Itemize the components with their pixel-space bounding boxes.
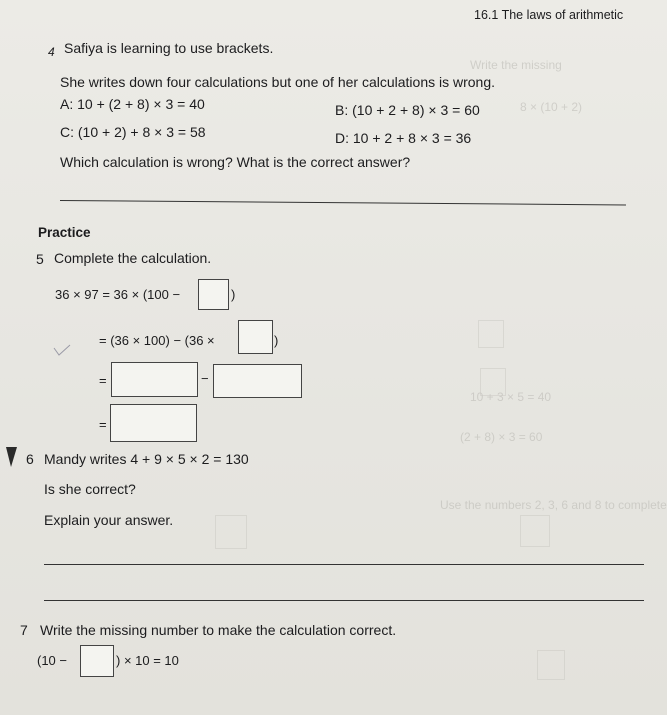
show-through-box: [215, 515, 247, 549]
show-through-box: [520, 515, 550, 547]
q5-row3-equals: =: [99, 373, 107, 388]
q7-prompt: Write the missing number to make the calculation correct.: [40, 622, 397, 638]
question-number: 5: [36, 251, 44, 267]
q6-question-explain: Explain your answer.: [44, 512, 174, 528]
q5-answer-box-4[interactable]: [110, 404, 197, 442]
q7-expression-right: ) × 10 = 10: [116, 653, 179, 668]
q5-row2-right: ): [274, 333, 279, 348]
q5-prompt: Complete the calculation.: [54, 250, 212, 266]
show-through-box: [478, 320, 504, 348]
q5-row1-left: 36 × 97 = 36 × (100 −: [55, 287, 181, 302]
q5-answer-box-2[interactable]: [238, 320, 273, 354]
show-through-text: 8 × (10 + 2): [520, 100, 583, 114]
show-through-text: Write the missing: [470, 58, 562, 72]
q4-intro-line-2: She writes down four calculations but one of her calculations is wrong.: [60, 74, 496, 90]
q5-row1-right: ): [231, 287, 236, 302]
q5-answer-box-1[interactable]: [198, 279, 229, 310]
show-through-text: 10 + 3 × 5 = 40: [470, 390, 552, 404]
q4-calc-c: C: (10 + 2) + 8 × 3 = 58: [60, 124, 206, 140]
question-number: 6: [26, 451, 34, 467]
show-through-text: (2 + 8) × 3 = 60: [460, 430, 543, 444]
q4-calc-a: A: 10 + (2 + 8) × 3 = 40: [60, 96, 205, 112]
q4-intro-line-1: Safiya is learning to use brackets.: [64, 40, 274, 56]
q5-row4-equals: =: [99, 417, 107, 432]
q4-question: Which calculation is wrong? What is the correct answer?: [60, 154, 411, 170]
q6-answer-line-1[interactable]: [44, 564, 644, 565]
show-through-box: [537, 650, 565, 680]
show-through-text: Use the numbers 2, 3, 6 and 8 to complete: [440, 498, 667, 512]
q5-answer-box-3a[interactable]: [111, 362, 198, 397]
q7-answer-box[interactable]: [80, 645, 114, 677]
practice-heading: Practice: [38, 225, 91, 240]
q4-calc-d: D: 10 + 2 + 8 × 3 = 36: [335, 130, 472, 146]
q6-prompt: Mandy writes 4 + 9 × 5 × 2 = 130: [44, 451, 249, 467]
q5-row3-minus: −: [201, 371, 209, 386]
q5-row2-left: = (36 × 100) − (36 ×: [99, 333, 215, 348]
q7-expression-left: (10 −: [37, 653, 67, 668]
show-through-box: [480, 368, 506, 396]
q4-answer-line[interactable]: [60, 200, 626, 205]
q5-answer-box-3b[interactable]: [213, 364, 302, 398]
question-number: 4: [48, 45, 55, 59]
margin-marker-icon: [5, 446, 19, 468]
q4-calc-b: B: (10 + 2 + 8) × 3 = 60: [335, 102, 480, 118]
section-header: 16.1 The laws of arithmetic: [474, 8, 624, 22]
q6-answer-line-2[interactable]: [44, 600, 644, 601]
question-number: 7: [20, 622, 28, 638]
pencil-tick-icon: [52, 342, 72, 358]
q6-question-correct: Is she correct?: [44, 481, 136, 497]
